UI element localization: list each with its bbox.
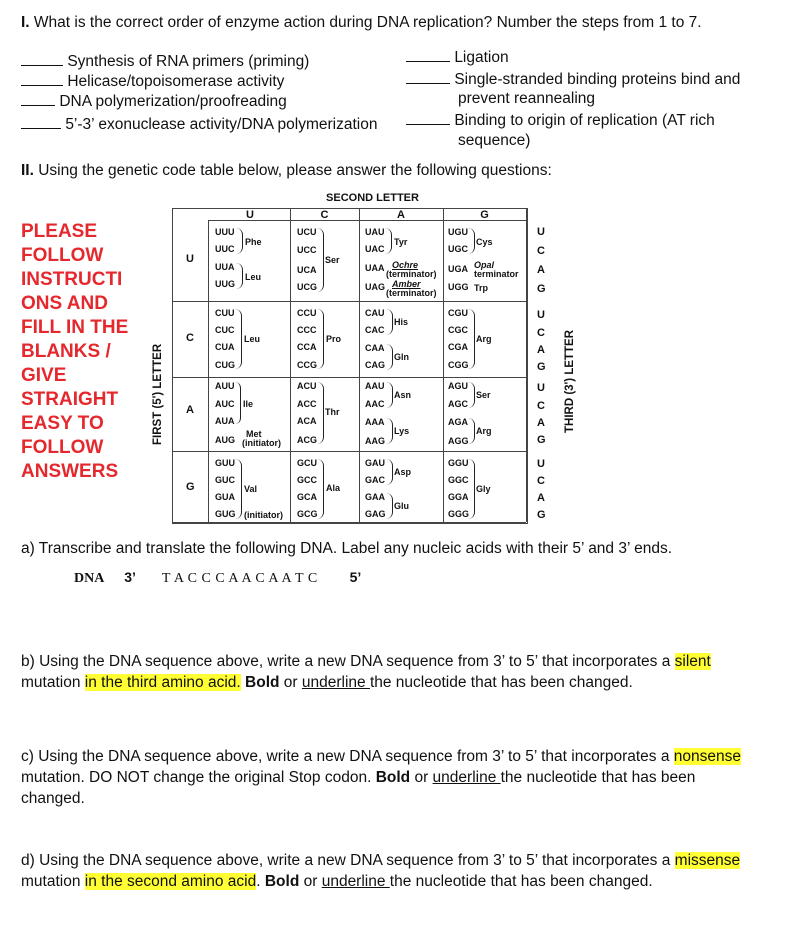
codon: AUC xyxy=(215,399,235,409)
codon: ACC xyxy=(297,399,317,409)
third-c: C xyxy=(537,400,545,412)
notice-line: FOLLOW xyxy=(21,245,104,266)
codon: CGC xyxy=(448,325,468,335)
col-divider xyxy=(290,208,291,522)
question-c-text: mutation. DO NOT change the original Stop codon. xyxy=(21,769,376,786)
third-a: A xyxy=(537,264,545,276)
bold-word: Bold xyxy=(245,674,280,691)
codon: UGC xyxy=(448,244,468,254)
highlight-second-aa: in the second amino acid xyxy=(84,873,257,890)
codon: AAU xyxy=(365,381,385,391)
amino-acid: Glu xyxy=(394,501,409,511)
amino-acid: Asp xyxy=(394,467,412,477)
codon: GAG xyxy=(365,509,386,519)
row-divider xyxy=(172,377,526,378)
bold-word: Bold xyxy=(264,873,300,890)
codon: AAC xyxy=(365,399,385,409)
or-word: or xyxy=(410,769,433,786)
question-c-line3: changed. xyxy=(21,790,85,807)
section2-num: II. xyxy=(21,162,34,179)
step-label: Synthesis of RNA primers (priming) xyxy=(67,53,310,70)
third-a: A xyxy=(537,344,545,356)
codon: CCU xyxy=(297,308,317,318)
codon: CAG xyxy=(365,360,385,370)
step-label: 5’-3’ exonuclease activity/DNA polymerization xyxy=(65,116,378,133)
codon: UUC xyxy=(215,244,235,254)
brace xyxy=(386,418,393,444)
third-u: U xyxy=(537,226,545,238)
question-d-text: . xyxy=(256,873,265,890)
amino-acid: Arg xyxy=(476,334,492,344)
codon: CUU xyxy=(215,308,235,318)
bold-word: Bold xyxy=(375,769,411,786)
codon: UCA xyxy=(297,265,317,275)
codon: CAA xyxy=(365,343,385,353)
third-g: G xyxy=(537,283,546,295)
amino-acid: Thr xyxy=(325,407,340,417)
brace xyxy=(386,309,393,335)
question-b-line1 xyxy=(21,652,711,672)
amino-acid: terminator xyxy=(474,269,519,279)
brace xyxy=(468,459,475,519)
question-d-text: the nucleotide that has been changed. xyxy=(389,873,653,890)
or-word: or xyxy=(279,674,302,691)
step-blank-2[interactable] xyxy=(21,71,63,86)
amino-acid: (terminator) xyxy=(386,269,437,279)
question-c-text: the nucleotide that has been xyxy=(500,769,696,786)
notice-line: FILL IN THE xyxy=(21,317,129,338)
amino-acid: (initiator) xyxy=(244,510,283,520)
step-row-6 xyxy=(406,69,740,90)
codon: GGU xyxy=(448,458,469,468)
notice-line: ONS AND xyxy=(21,293,108,314)
codon: GUU xyxy=(215,458,235,468)
step-label: DNA polymerization/proofreading xyxy=(59,93,287,110)
codon: ACA xyxy=(297,416,317,426)
brace xyxy=(236,263,243,289)
first-letter-label: FIRST (5') LETTER xyxy=(152,343,164,445)
amino-acid: Pro xyxy=(326,334,342,344)
third-letter-label: THIRD (3') LETTER xyxy=(564,329,576,433)
step-blank-3[interactable] xyxy=(21,91,55,106)
codon: CAU xyxy=(365,308,385,318)
codon: UCU xyxy=(297,227,317,237)
notice-line: STRAIGHT xyxy=(21,389,119,410)
step-blank-6[interactable] xyxy=(406,69,450,84)
col-head-c: C xyxy=(320,209,329,221)
step-label: Binding to origin of replication (AT rich xyxy=(454,112,715,129)
brace xyxy=(317,459,324,519)
codon: AUU xyxy=(215,381,235,391)
brace xyxy=(386,459,393,485)
codon: UGU xyxy=(448,227,468,237)
amino-acid: Leu xyxy=(245,272,262,282)
codon: UAU xyxy=(365,227,385,237)
third-u: U xyxy=(537,382,545,394)
step-blank-1[interactable] xyxy=(21,51,63,66)
question-d-text: mutation xyxy=(21,873,85,890)
question-b-text: mutation xyxy=(21,674,85,691)
brace xyxy=(468,228,475,254)
brace xyxy=(386,344,393,370)
highlight-third-aa: in the third amino acid. xyxy=(84,674,241,691)
codon: AGA xyxy=(448,417,468,427)
section1-text: What is the correct order of enzyme action during DNA replication? Number the steps from 1 to 7. xyxy=(29,14,702,31)
amino-acid: Lys xyxy=(394,426,410,436)
codon: GAC xyxy=(365,475,385,485)
col-divider xyxy=(443,208,444,522)
codon: UGA xyxy=(448,264,468,274)
codon: GGC xyxy=(448,475,469,485)
codon: CUC xyxy=(215,325,235,335)
amino-acid: (initiator) xyxy=(242,438,281,448)
codon: CCA xyxy=(297,342,317,352)
codon: CUG xyxy=(215,360,235,370)
step-row-4 xyxy=(21,114,377,135)
third-c: C xyxy=(537,475,545,487)
or-word: or xyxy=(299,873,322,890)
codon: UAA xyxy=(365,263,385,273)
row-head-c: C xyxy=(186,332,194,344)
brace xyxy=(468,382,475,408)
codon: CCG xyxy=(297,360,317,370)
step-blank-7[interactable] xyxy=(406,110,450,125)
codon: AGG xyxy=(448,436,469,446)
codon: ACU xyxy=(297,381,317,391)
third-g: G xyxy=(537,361,546,373)
brace xyxy=(235,459,242,519)
codon: GAA xyxy=(365,492,385,502)
third-g: G xyxy=(537,509,546,521)
row-divider xyxy=(172,522,526,523)
codon: GCU xyxy=(297,458,317,468)
codon: UCC xyxy=(297,245,317,255)
col-head-a: A xyxy=(397,209,405,221)
codon: UGG xyxy=(448,282,469,292)
underline-word: underline xyxy=(301,674,370,691)
step-blank-5[interactable] xyxy=(406,47,450,62)
codon: GAU xyxy=(365,458,385,468)
codon: UAC xyxy=(365,244,385,254)
notice-line: EASY TO xyxy=(21,413,104,434)
codon: AGC xyxy=(448,399,468,409)
amino-acid: Ochre xyxy=(392,260,419,270)
section2-text: Using the genetic code table below, please answer the following questions: xyxy=(33,162,552,179)
dna-sequence: T A C C C A A C A A T C xyxy=(161,571,318,586)
step-blank-4[interactable] xyxy=(21,114,61,129)
codon: AGU xyxy=(448,381,468,391)
step-label: Helicase/topoisomerase activity xyxy=(67,73,285,90)
highlight-missense: missense xyxy=(674,852,741,869)
question-c-text: c) Using the DNA sequence above, write a new DNA sequence from 3’ to 5’ that incorporates a xyxy=(21,748,674,765)
second-letter-header: SECOND LETTER xyxy=(326,192,419,204)
codon: AAA xyxy=(365,417,385,427)
notice-line: BLANKS / xyxy=(21,341,111,362)
row-divider xyxy=(172,301,526,302)
dna-line xyxy=(74,569,361,587)
row-head-u: U xyxy=(186,253,194,265)
brace xyxy=(317,228,324,292)
genetic-code-table xyxy=(150,190,576,525)
brace xyxy=(317,382,324,444)
step-row-7 xyxy=(406,110,715,131)
amino-acid: Gln xyxy=(394,352,409,362)
codon: UCG xyxy=(297,282,317,292)
brace xyxy=(386,382,393,408)
codon: GUC xyxy=(215,475,235,485)
codon: GCA xyxy=(297,492,317,502)
question-c-line2 xyxy=(21,768,695,788)
step-row-5 xyxy=(406,47,509,68)
amino-acid: (terminator) xyxy=(386,288,437,298)
step-label: Ligation xyxy=(454,49,509,66)
col-divider xyxy=(359,208,360,522)
underline-word: underline xyxy=(321,873,390,890)
third-u: U xyxy=(537,458,545,470)
question-c-line1 xyxy=(21,747,741,767)
notice-line: INSTRUCTI xyxy=(21,269,123,290)
brace xyxy=(468,309,475,369)
amino-acid: Ile xyxy=(243,399,254,409)
amino-acid: Trp xyxy=(474,283,489,293)
third-g: G xyxy=(537,434,546,446)
dna-5-end: 5’ xyxy=(349,569,362,585)
amino-acid: Opal xyxy=(474,260,495,270)
codon: CGG xyxy=(448,360,469,370)
amino-acid: Ala xyxy=(326,483,341,493)
codon: UAG xyxy=(365,282,385,292)
brace xyxy=(235,309,242,369)
step-row-3 xyxy=(21,91,287,112)
codon: ACG xyxy=(297,435,317,445)
highlight-silent: silent xyxy=(674,653,711,670)
third-c: C xyxy=(537,327,545,339)
step-label-6b: prevent reannealing xyxy=(458,90,596,107)
question-d-text: d) Using the DNA sequence above, write a new DNA sequence from 3’ to 5’ that incorporates a xyxy=(21,852,675,869)
question-b-text: b) Using the DNA sequence above, write a new DNA sequence from 3’ to 5’ that incorporates a xyxy=(21,653,675,670)
brace xyxy=(236,228,243,254)
step-row-1 xyxy=(21,51,309,72)
amino-acid: His xyxy=(394,317,409,327)
third-a: A xyxy=(537,492,545,504)
amino-acid: Asn xyxy=(394,390,412,400)
underline-word: underline xyxy=(432,769,501,786)
codon: UUG xyxy=(215,279,235,289)
brace xyxy=(235,382,241,424)
codon: AAG xyxy=(365,436,385,446)
col-head-u: U xyxy=(246,209,254,221)
col-divider xyxy=(526,208,527,522)
codon: UUA xyxy=(215,262,235,272)
codon: CAC xyxy=(365,325,385,335)
dna-3-end: 3’ xyxy=(124,569,136,585)
codon: GUA xyxy=(215,492,235,502)
amino-acid: Ser xyxy=(325,255,340,265)
codon: CCC xyxy=(297,325,317,335)
notice-line: ANSWERS xyxy=(21,461,119,482)
codon: CUA xyxy=(215,342,235,352)
amino-acid: Phe xyxy=(245,237,262,247)
question-a: a) Transcribe and translate the following DNA. Label any nucleic acids with their 5’ and 3’ ends. xyxy=(21,540,673,557)
step-label-7b: sequence) xyxy=(458,132,531,149)
brace xyxy=(317,309,324,369)
amino-acid: Ser xyxy=(476,390,491,400)
codon: AUG xyxy=(215,435,235,445)
notice-line: PLEASE xyxy=(21,221,98,242)
codon: GUG xyxy=(215,509,236,519)
amino-acid: Arg xyxy=(476,426,492,436)
step-label: Single-stranded binding proteins bind and xyxy=(454,71,741,88)
instruction-notice xyxy=(21,220,128,484)
highlight-nonsense: nonsense xyxy=(673,748,742,765)
third-c: C xyxy=(537,245,545,257)
codon: GGA xyxy=(448,492,469,502)
amino-acid: Leu xyxy=(244,334,261,344)
row-head-a: A xyxy=(186,404,194,416)
codon: GGG xyxy=(448,509,470,519)
brace xyxy=(386,493,393,519)
brace xyxy=(385,228,392,254)
amino-acid: Gly xyxy=(476,484,491,494)
codon: GCC xyxy=(297,475,317,485)
third-a: A xyxy=(537,417,545,429)
brace xyxy=(468,418,475,444)
section1-num: I. xyxy=(21,14,30,31)
codon: CGA xyxy=(448,342,468,352)
question-b-line2 xyxy=(21,673,633,693)
dna-label: DNA xyxy=(74,571,105,586)
question-b-text: the nucleotide that has been changed. xyxy=(369,674,633,691)
notice-line: GIVE xyxy=(21,365,67,386)
amino-acid: Val xyxy=(244,484,258,494)
row-head-g: G xyxy=(186,481,195,493)
section2-title xyxy=(21,161,552,181)
row-divider xyxy=(172,451,526,452)
notice-line: FOLLOW xyxy=(21,437,104,458)
codon: GCG xyxy=(297,509,318,519)
codon: UUU xyxy=(215,227,235,237)
amino-acid: Cys xyxy=(476,237,493,247)
third-u: U xyxy=(537,309,545,321)
section1-title xyxy=(21,13,702,33)
col-head-g: G xyxy=(480,209,489,221)
step-row-2 xyxy=(21,71,284,92)
amino-acid: Amber xyxy=(392,279,421,289)
question-d-line2 xyxy=(21,872,653,892)
amino-acid: Tyr xyxy=(394,237,408,247)
codon: AUA xyxy=(215,416,235,426)
question-d-line1 xyxy=(21,851,740,871)
amino-acid: Met xyxy=(246,429,262,439)
codon: CGU xyxy=(448,308,468,318)
